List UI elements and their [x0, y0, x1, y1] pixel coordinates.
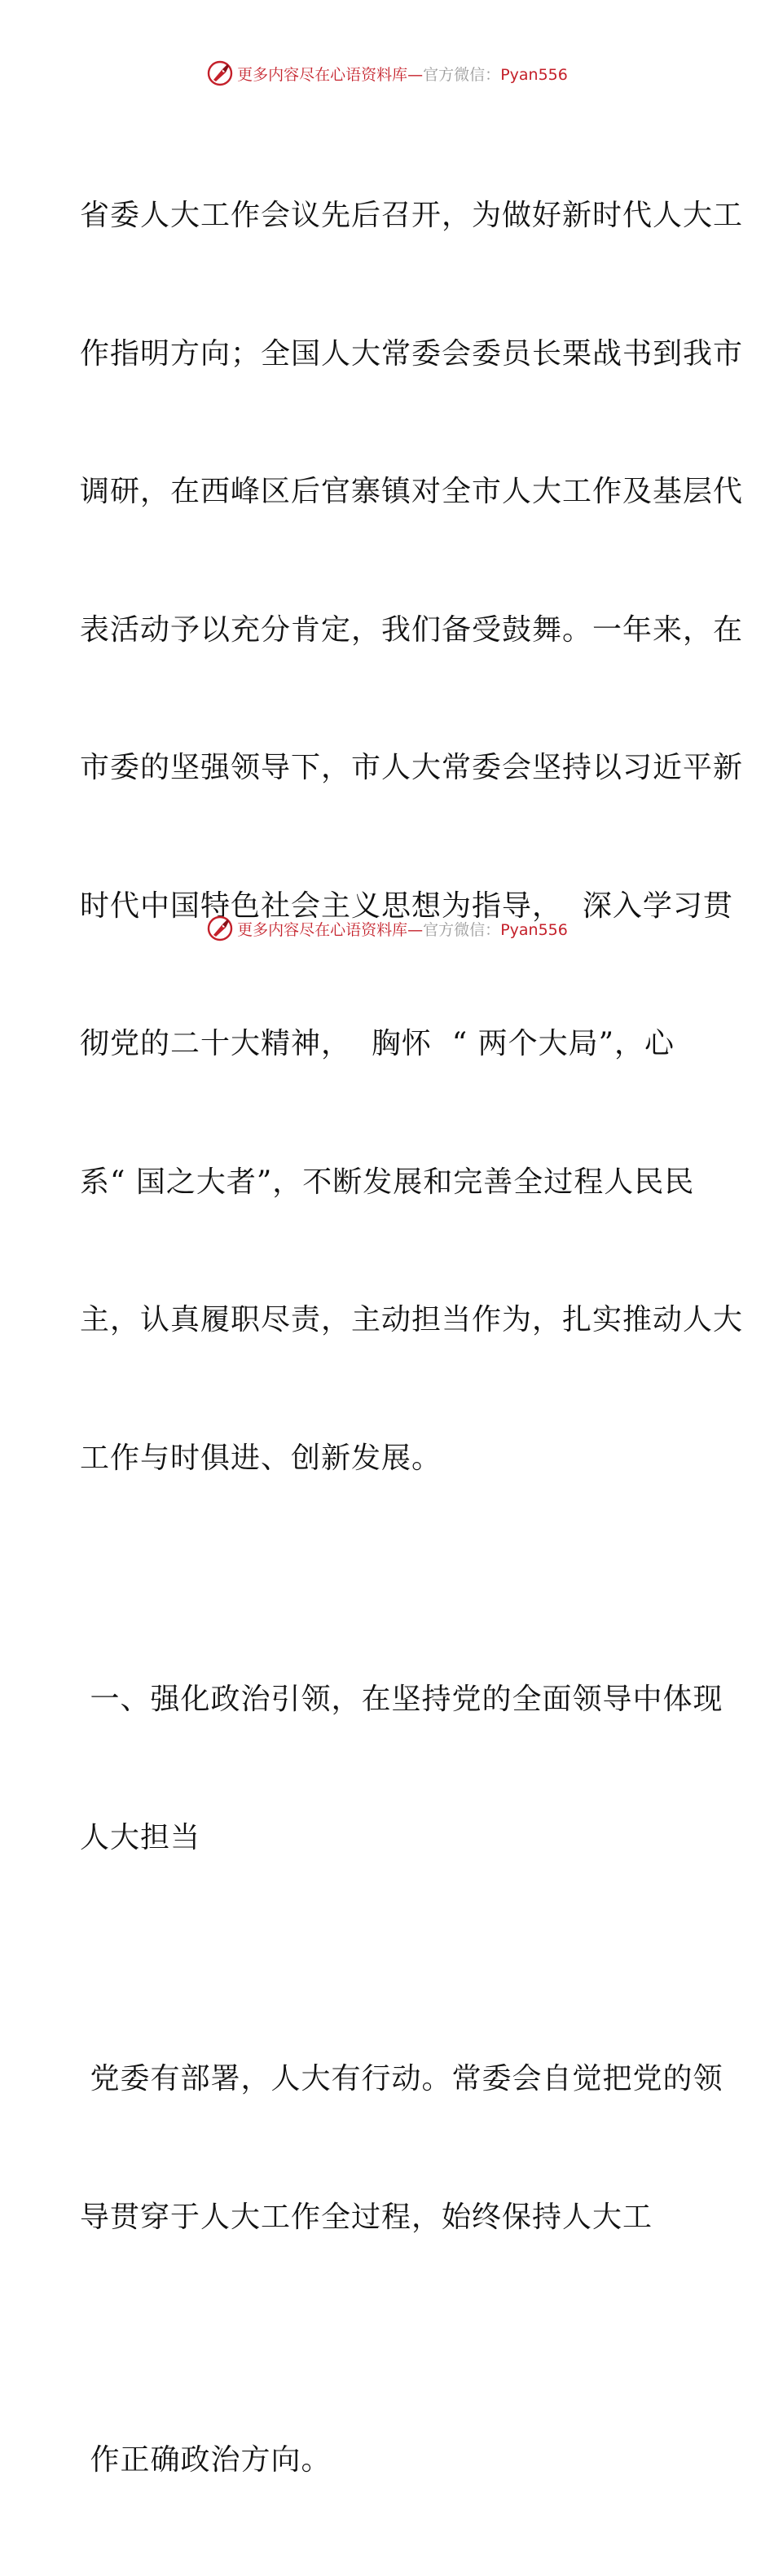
pen-nib-logo-icon: [206, 59, 234, 87]
text-line: 调研，在西峰区后官寨镇对全市人大工作及基层代: [80, 475, 744, 508]
paragraph-1: [80, 101, 744, 1573]
banner-text-red: 更多内容尽在心语资料库—: [237, 65, 424, 84]
text-line: 彻党的二十大精神， 胸怀 “ 两个大局”，心: [80, 1027, 675, 1060]
banner-text-gray: 官方微信：: [423, 65, 501, 84]
text-line: 系“ 国之大者”，不断发展和完善全过程人民民: [80, 1165, 695, 1199]
text-line: 党委有部署，人大有行动。常委会自觉把党的领: [80, 2062, 723, 2095]
pen-nib-logo-icon: [206, 915, 234, 942]
banner-text-id: Pyan556: [500, 65, 568, 84]
text-line: 工作与时俱进、创新发展。: [80, 1441, 442, 1475]
footer-banner: [0, 912, 774, 945]
banner-text: [237, 63, 568, 85]
banner-text-gray: 官方微信：: [423, 920, 501, 939]
banner-text-red: 更多内容尽在心语资料库—: [237, 920, 424, 939]
text-line: 市委的坚强领导下，市人大常委会坚持以习近平新: [80, 751, 744, 784]
text-line: 主，认真履职尽责，主动担当作为，扎实推动人大: [80, 1303, 744, 1336]
section-heading-1: [80, 1585, 723, 1953]
heading-line: 一、强化政治引领，在坚持党的全面领导中体现: [80, 1683, 723, 1716]
header-banner: [0, 57, 774, 90]
text-line: 作正确政治方向。: [80, 2443, 332, 2477]
text-line: 作指明方向；全国人大常委会委员长栗战书到我市: [80, 336, 744, 371]
paragraph-3: [80, 2346, 699, 2576]
text-line: 导贯穿于人大工作全过程，始终保持人大工: [80, 2200, 653, 2234]
paragraph-2: [80, 1964, 723, 2332]
banner-text-id: Pyan556: [500, 920, 568, 939]
heading-line: 人大担当: [80, 1820, 201, 1854]
banner-text: [237, 918, 568, 940]
text-line: 表活动予以充分肯定，我们备受鼓舞。一年来，在: [80, 612, 744, 647]
text-line: 时代中国特色社会主义思想为指导， 深入学习贯: [80, 889, 733, 923]
document-body: [80, 101, 744, 2576]
text-line: 省委人大工作会议先后召开，为做好新时代人大工: [80, 199, 744, 232]
